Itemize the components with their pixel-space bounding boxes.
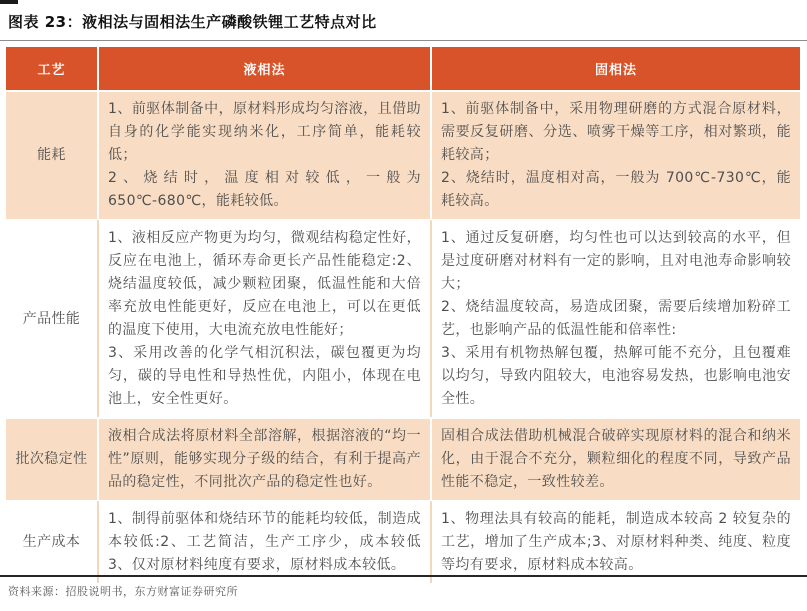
table-bottom-divider bbox=[0, 575, 807, 577]
title-divider bbox=[0, 40, 807, 41]
cell-cost-solid: 1、物理法具有较高的能耗，制造成本较高 2 较复杂的工艺，增加了生产成本;3、对原材料种类、纯度、粒度等均有要求，原材料成本较高。 bbox=[430, 500, 800, 583]
col-header-liquid-method: 液相法 bbox=[97, 47, 430, 90]
process-comparison-table bbox=[6, 47, 800, 583]
row-label-batch-stability: 批次稳定性 bbox=[6, 417, 97, 500]
table-row-product-performance bbox=[6, 219, 800, 417]
table-row-production-cost bbox=[6, 500, 800, 583]
source-note: 资料来源：招股说明书，东方财富证券研究所 bbox=[8, 585, 238, 598]
cell-performance-solid: 1、通过反复研磨，均匀性也可以达到较高的水平，但是过度研磨对材料有一定的影响，且对电池寿命影响较大； 2、烧结温度较高，易造成团聚，需要后续增加粉碎工艺，也影响产品的低温性能和倍率性: 3、采用有机物热解包覆，热解可能不充分，且包覆难以均匀，导致内阻较大，电池容易发热，也影响电池安全性。 bbox=[430, 219, 800, 417]
row-label-production-cost: 生产成本 bbox=[6, 500, 97, 583]
col-header-solid-method: 固相法 bbox=[430, 47, 800, 90]
table-row-energy bbox=[6, 90, 800, 219]
col-header-process: 工艺 bbox=[6, 47, 97, 90]
table-header-row bbox=[6, 47, 800, 90]
cell-performance-liquid: 1、液相反应产物更为均匀，微观结构稳定性好，反应在电池上，循环寿命更长产品性能稳定:2、烧结温度较低，减少颗粒团聚，低温性能和大倍率充放电性能更好，反应在电池上，可以在更低的温度下使用，大电流充放电性能好； 3、采用改善的化学气相沉积法，碳包覆更为均匀，碳的导电性和导热性优，内阻小，体现在电池上，安全性更好。 bbox=[97, 219, 430, 417]
figure-title: 图表 23：液相法与固相法生产磷酸铁锂工艺特点对比 bbox=[8, 13, 377, 31]
table-row-batch-stability bbox=[6, 417, 800, 500]
cell-stability-liquid: 液相合成法将原材料全部溶解，根据溶液的“均一性”原则，能够实现分子级的结合，有利于提高产品的稳定性，不同批次产品的稳定性也好。 bbox=[97, 417, 430, 500]
cell-stability-solid: 固相合成法借助机械混合破碎实现原材料的混合和纳米化，由于混合不充分，颗粒细化的程度不同，导致产品性能不稳定，一致性较差。 bbox=[430, 417, 800, 500]
row-label-energy: 能耗 bbox=[6, 90, 97, 219]
cell-energy-solid: 1、前驱体制备中，采用物理研磨的方式混合原材料，需要反复研磨、分选、喷雾干燥等工序，相对繁琐，能耗较高； 2、烧结时，温度相对高，一般为 700℃-730℃，能耗较高。 bbox=[430, 90, 800, 219]
cell-energy-liquid: 1、前驱体制备中，原材料形成均匀溶液，且借助自身的化学能实现纳米化，工序简单，能耗较低； 2、烧结时，温度相对较低，一般为 650℃-680℃，能耗较低。 bbox=[97, 90, 430, 219]
row-label-product-performance: 产品性能 bbox=[6, 219, 97, 417]
cell-cost-liquid: 1、制得前驱体和烧结环节的能耗均较低，制造成本较低:2、工艺简洁，生产工序少，成本较低 3、仅对原材料纯度有要求，原材料成本较低。 bbox=[97, 500, 430, 583]
page-edge-artifact bbox=[0, 0, 18, 4]
